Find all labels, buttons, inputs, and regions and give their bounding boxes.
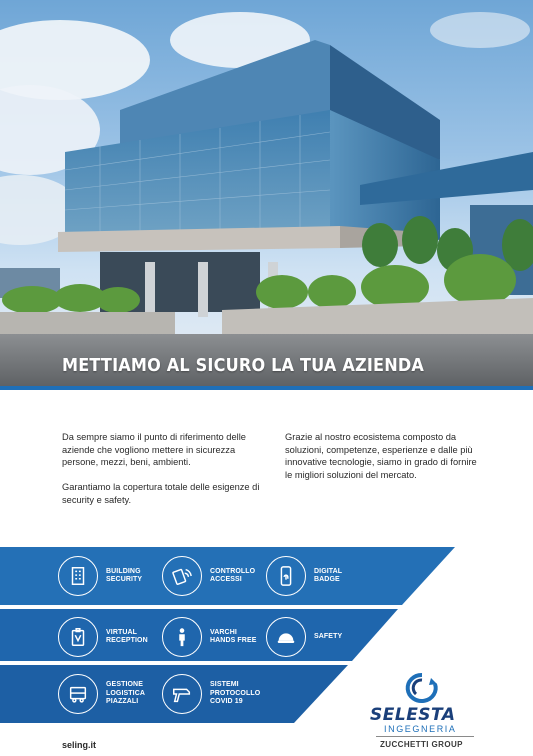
access-card-icon — [162, 556, 202, 596]
person-icon — [162, 617, 202, 657]
website-link[interactable]: seling.it — [62, 740, 97, 750]
intro-left-column — [62, 431, 262, 519]
service-label: VARCHI HANDS FREE — [210, 628, 257, 644]
service-label: GESTIONE LOGISTICA PIAZZALI — [106, 681, 146, 706]
service-label: SISTEMI PROTOCOLLO COVID 19 — [210, 681, 261, 706]
service-label: DIGITAL BADGE — [314, 567, 343, 583]
intro-paragraph: Garantiamo la copertura totale delle esigenze di security e safety. — [62, 482, 260, 505]
hard-hat-icon — [266, 617, 306, 657]
selesta-logo — [364, 672, 484, 756]
service-label: CONTROLLO ACCESSI — [210, 567, 256, 583]
truck-icon — [58, 674, 98, 714]
divider — [0, 386, 533, 390]
intro-paragraph: Grazie al nostro ecosistema composto da soluzioni, competenze, esperienze e dalle più innovative tecnologie, siamo in grado di fornire le migliori soluzioni del mercato. — [285, 432, 477, 480]
logo-subtitle: INGEGNERIA — [384, 724, 457, 734]
service-varchi-hands-free — [162, 617, 257, 657]
intro-paragraph: Da sempre siamo il punto di riferimento delle aziende che vogliono mettere in sicurezza persone, mezzi, beni, ambienti. — [62, 432, 246, 468]
service-building-security — [58, 556, 142, 596]
service-label: VIRTUAL RECEPTION — [106, 628, 148, 644]
service-safety — [266, 617, 342, 657]
logo-name: SELESTA — [370, 705, 456, 725]
service-controllo-accessi — [162, 556, 255, 596]
thermometer-gun-icon — [162, 674, 202, 714]
intro-right-column — [285, 431, 485, 494]
logo-divider — [376, 736, 474, 737]
page-title: METTIAMO AL SICURO LA TUA AZIENDA — [62, 356, 425, 376]
service-gestione-logistica — [58, 674, 145, 714]
smartphone-fingerprint-icon — [266, 556, 306, 596]
service-virtual-reception — [58, 617, 148, 657]
visitor-badge-icon — [58, 617, 98, 657]
swirl-logo-icon — [402, 672, 442, 706]
service-digital-badge — [266, 556, 342, 596]
service-label: BUILDING SECURITY — [106, 567, 143, 583]
service-label: SAFETY — [314, 632, 343, 640]
logo-group: ZUCCHETTI GROUP — [380, 740, 463, 749]
service-sistemi-covid — [162, 674, 260, 714]
building-icon — [58, 556, 98, 596]
